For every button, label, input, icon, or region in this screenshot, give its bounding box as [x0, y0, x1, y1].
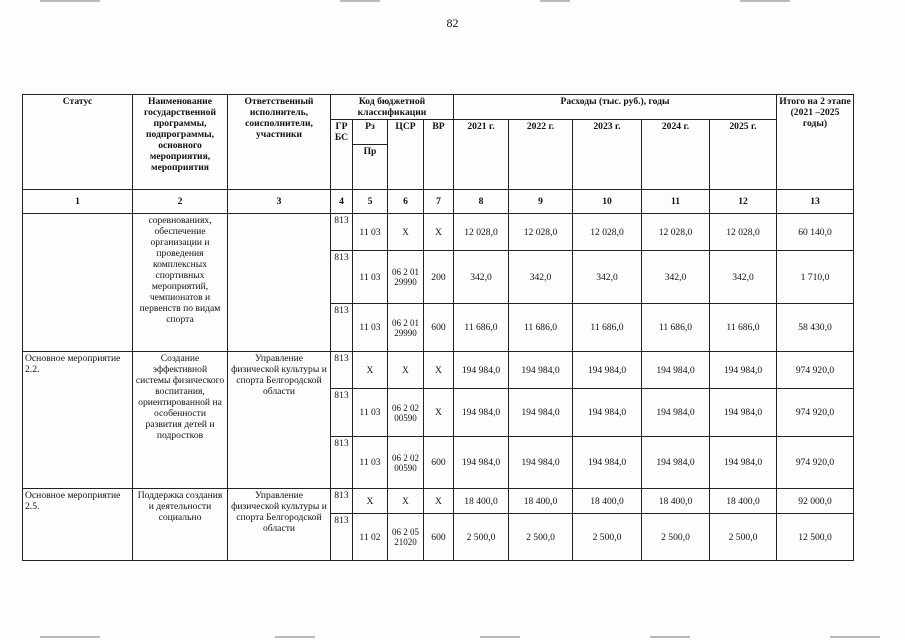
cell-csr: 06 2 02 00590 — [388, 437, 424, 489]
cell-year-value: 194 984,0 — [509, 352, 573, 389]
scan-artifact — [275, 636, 315, 638]
cell-year-value: 342,0 — [509, 251, 573, 304]
cell-vr: 600 — [424, 514, 454, 561]
row-executor: Управление физической культуры и спорта Белгородской области — [228, 352, 331, 489]
header-vr: ВР — [424, 120, 454, 190]
header-total: Итого на 2 этапе (2021 –2025 годы) — [777, 95, 854, 190]
cell-year-value: 194 984,0 — [454, 437, 509, 489]
cell-vr: Х — [424, 352, 454, 389]
row-program-name: Поддержка создания и деятельности социально — [133, 489, 228, 561]
column-number: 1 — [23, 190, 133, 214]
column-number: 8 — [454, 190, 509, 214]
cell-rz-pr: 11 03 — [353, 251, 388, 304]
cell-year-value: 18 400,0 — [642, 489, 710, 514]
cell-csr: Х — [388, 489, 424, 514]
cell-vr: 200 — [424, 251, 454, 304]
header-csr: ЦСР — [388, 120, 424, 190]
cell-year-value: 342,0 — [573, 251, 642, 304]
cell-total: 12 500,0 — [777, 514, 854, 561]
row-status: Основное мероприятие 2.5. — [23, 489, 133, 561]
cell-year-value: 2 500,0 — [710, 514, 777, 561]
column-number: 3 — [228, 190, 331, 214]
cell-year-value: 2 500,0 — [509, 514, 573, 561]
header-status: Статус — [23, 95, 133, 190]
row-program-name: Создание эффективной системы физического воспитания, ориентированной на особенности развития детей и подростков — [133, 352, 228, 489]
cell-grbs: 813 — [331, 514, 353, 561]
cell-grbs: 813 — [331, 304, 353, 352]
budget-table — [22, 94, 854, 561]
header-year: 2022 г. — [509, 120, 573, 190]
column-number: 13 — [777, 190, 854, 214]
cell-total: 58 430,0 — [777, 304, 854, 352]
cell-csr: Х — [388, 214, 424, 251]
cell-grbs: 813 — [331, 489, 353, 514]
cell-csr: 06 2 01 29990 — [388, 304, 424, 352]
table-row — [23, 489, 854, 514]
row-program-name: соревнованиях, обеспечение организации и проведения комплексных спортивных мероприятий, чемпионатов и первенств по видам спорта — [133, 214, 228, 352]
cell-vr: 600 — [424, 437, 454, 489]
header-year: 2025 г. — [710, 120, 777, 190]
column-number: 2 — [133, 190, 228, 214]
header-grbs: ГРБС — [331, 120, 353, 190]
column-number: 5 — [353, 190, 388, 214]
cell-year-value: 12 028,0 — [509, 214, 573, 251]
cell-year-value: 194 984,0 — [573, 352, 642, 389]
cell-year-value: 342,0 — [642, 251, 710, 304]
column-number: 9 — [509, 190, 573, 214]
column-number: 6 — [388, 190, 424, 214]
scan-artifact — [40, 636, 100, 638]
column-numbers-row — [23, 190, 854, 214]
cell-rz-pr: 11 03 — [353, 437, 388, 489]
cell-vr: Х — [424, 389, 454, 437]
scan-artifact — [740, 0, 790, 2]
cell-year-value: 12 028,0 — [642, 214, 710, 251]
cell-total: 1 710,0 — [777, 251, 854, 304]
cell-year-value: 11 686,0 — [710, 304, 777, 352]
column-number: 4 — [331, 190, 353, 214]
cell-year-value: 194 984,0 — [573, 437, 642, 489]
cell-year-value: 194 984,0 — [642, 389, 710, 437]
cell-grbs: 813 — [331, 389, 353, 437]
cell-total: 974 920,0 — [777, 352, 854, 389]
cell-rz-pr: 11 03 — [353, 304, 388, 352]
cell-csr: 06 2 05 21020 — [388, 514, 424, 561]
cell-year-value: 12 028,0 — [454, 214, 509, 251]
row-status — [23, 214, 133, 352]
header-executor: Ответственный исполнитель, соисполнители, участники — [228, 95, 331, 190]
cell-year-value: 2 500,0 — [642, 514, 710, 561]
cell-year-value: 194 984,0 — [454, 352, 509, 389]
cell-year-value: 18 400,0 — [509, 489, 573, 514]
scan-artifact — [340, 0, 380, 2]
cell-year-value: 194 984,0 — [710, 389, 777, 437]
scan-artifact — [480, 636, 520, 638]
cell-year-value: 194 984,0 — [642, 352, 710, 389]
cell-year-value: 194 984,0 — [454, 389, 509, 437]
header-pr: Пр — [353, 145, 388, 190]
header-budget-code: Код бюджетной классификации — [331, 95, 454, 120]
page-number: 82 — [446, 16, 459, 30]
header-expenses: Расходы (тыс. руб.), годы — [454, 95, 777, 120]
cell-grbs: 813 — [331, 352, 353, 389]
cell-year-value: 18 400,0 — [573, 489, 642, 514]
header-year: 2023 г. — [573, 120, 642, 190]
cell-year-value: 18 400,0 — [454, 489, 509, 514]
cell-year-value: 342,0 — [454, 251, 509, 304]
cell-vr: 600 — [424, 304, 454, 352]
cell-year-value: 194 984,0 — [642, 437, 710, 489]
cell-grbs: 813 — [331, 251, 353, 304]
table-row — [23, 352, 854, 389]
cell-total: 60 140,0 — [777, 214, 854, 251]
cell-year-value: 2 500,0 — [454, 514, 509, 561]
column-number: 10 — [573, 190, 642, 214]
cell-rz-pr: Х — [353, 489, 388, 514]
cell-year-value: 11 686,0 — [573, 304, 642, 352]
table-row — [23, 214, 854, 251]
cell-vr: Х — [424, 214, 454, 251]
cell-year-value: 11 686,0 — [509, 304, 573, 352]
cell-year-value: 342,0 — [710, 251, 777, 304]
cell-year-value: 18 400,0 — [710, 489, 777, 514]
cell-rz-pr: 11 03 — [353, 389, 388, 437]
header-year: 2021 г. — [454, 120, 509, 190]
cell-year-value: 194 984,0 — [710, 352, 777, 389]
cell-year-value: 12 028,0 — [573, 214, 642, 251]
cell-csr: 06 2 01 29990 — [388, 251, 424, 304]
row-executor — [228, 214, 331, 352]
cell-year-value: 194 984,0 — [710, 437, 777, 489]
cell-grbs: 813 — [331, 437, 353, 489]
column-number: 7 — [424, 190, 454, 214]
row-status: Основное мероприятие 2.2. — [23, 352, 133, 489]
cell-csr: Х — [388, 352, 424, 389]
row-executor: Управление физической культуры и спорта Белгородской области — [228, 489, 331, 561]
cell-year-value: 11 686,0 — [642, 304, 710, 352]
column-number: 11 — [642, 190, 710, 214]
cell-grbs: 813 — [331, 214, 353, 251]
scan-artifact — [830, 636, 880, 638]
cell-year-value: 194 984,0 — [509, 437, 573, 489]
cell-rz-pr: 11 03 — [353, 214, 388, 251]
scan-artifact — [40, 0, 100, 2]
cell-csr: 06 2 02 00590 — [388, 389, 424, 437]
cell-total: 92 000,0 — [777, 489, 854, 514]
cell-year-value: 2 500,0 — [573, 514, 642, 561]
cell-year-value: 194 984,0 — [509, 389, 573, 437]
cell-total: 974 920,0 — [777, 437, 854, 489]
scan-artifact — [650, 636, 690, 638]
cell-rz-pr: 11 02 — [353, 514, 388, 561]
scan-artifact — [540, 0, 570, 2]
header-rz: Рз — [353, 120, 388, 145]
column-number: 12 — [710, 190, 777, 214]
header-year: 2024 г. — [642, 120, 710, 190]
cell-total: 974 920,0 — [777, 389, 854, 437]
header-program-name: Наименование государственной программы, подпрограммы, основного мероприятия, мероприятия — [133, 95, 228, 190]
cell-year-value: 11 686,0 — [454, 304, 509, 352]
cell-year-value: 12 028,0 — [710, 214, 777, 251]
cell-rz-pr: Х — [353, 352, 388, 389]
cell-year-value: 194 984,0 — [573, 389, 642, 437]
cell-vr: Х — [424, 489, 454, 514]
